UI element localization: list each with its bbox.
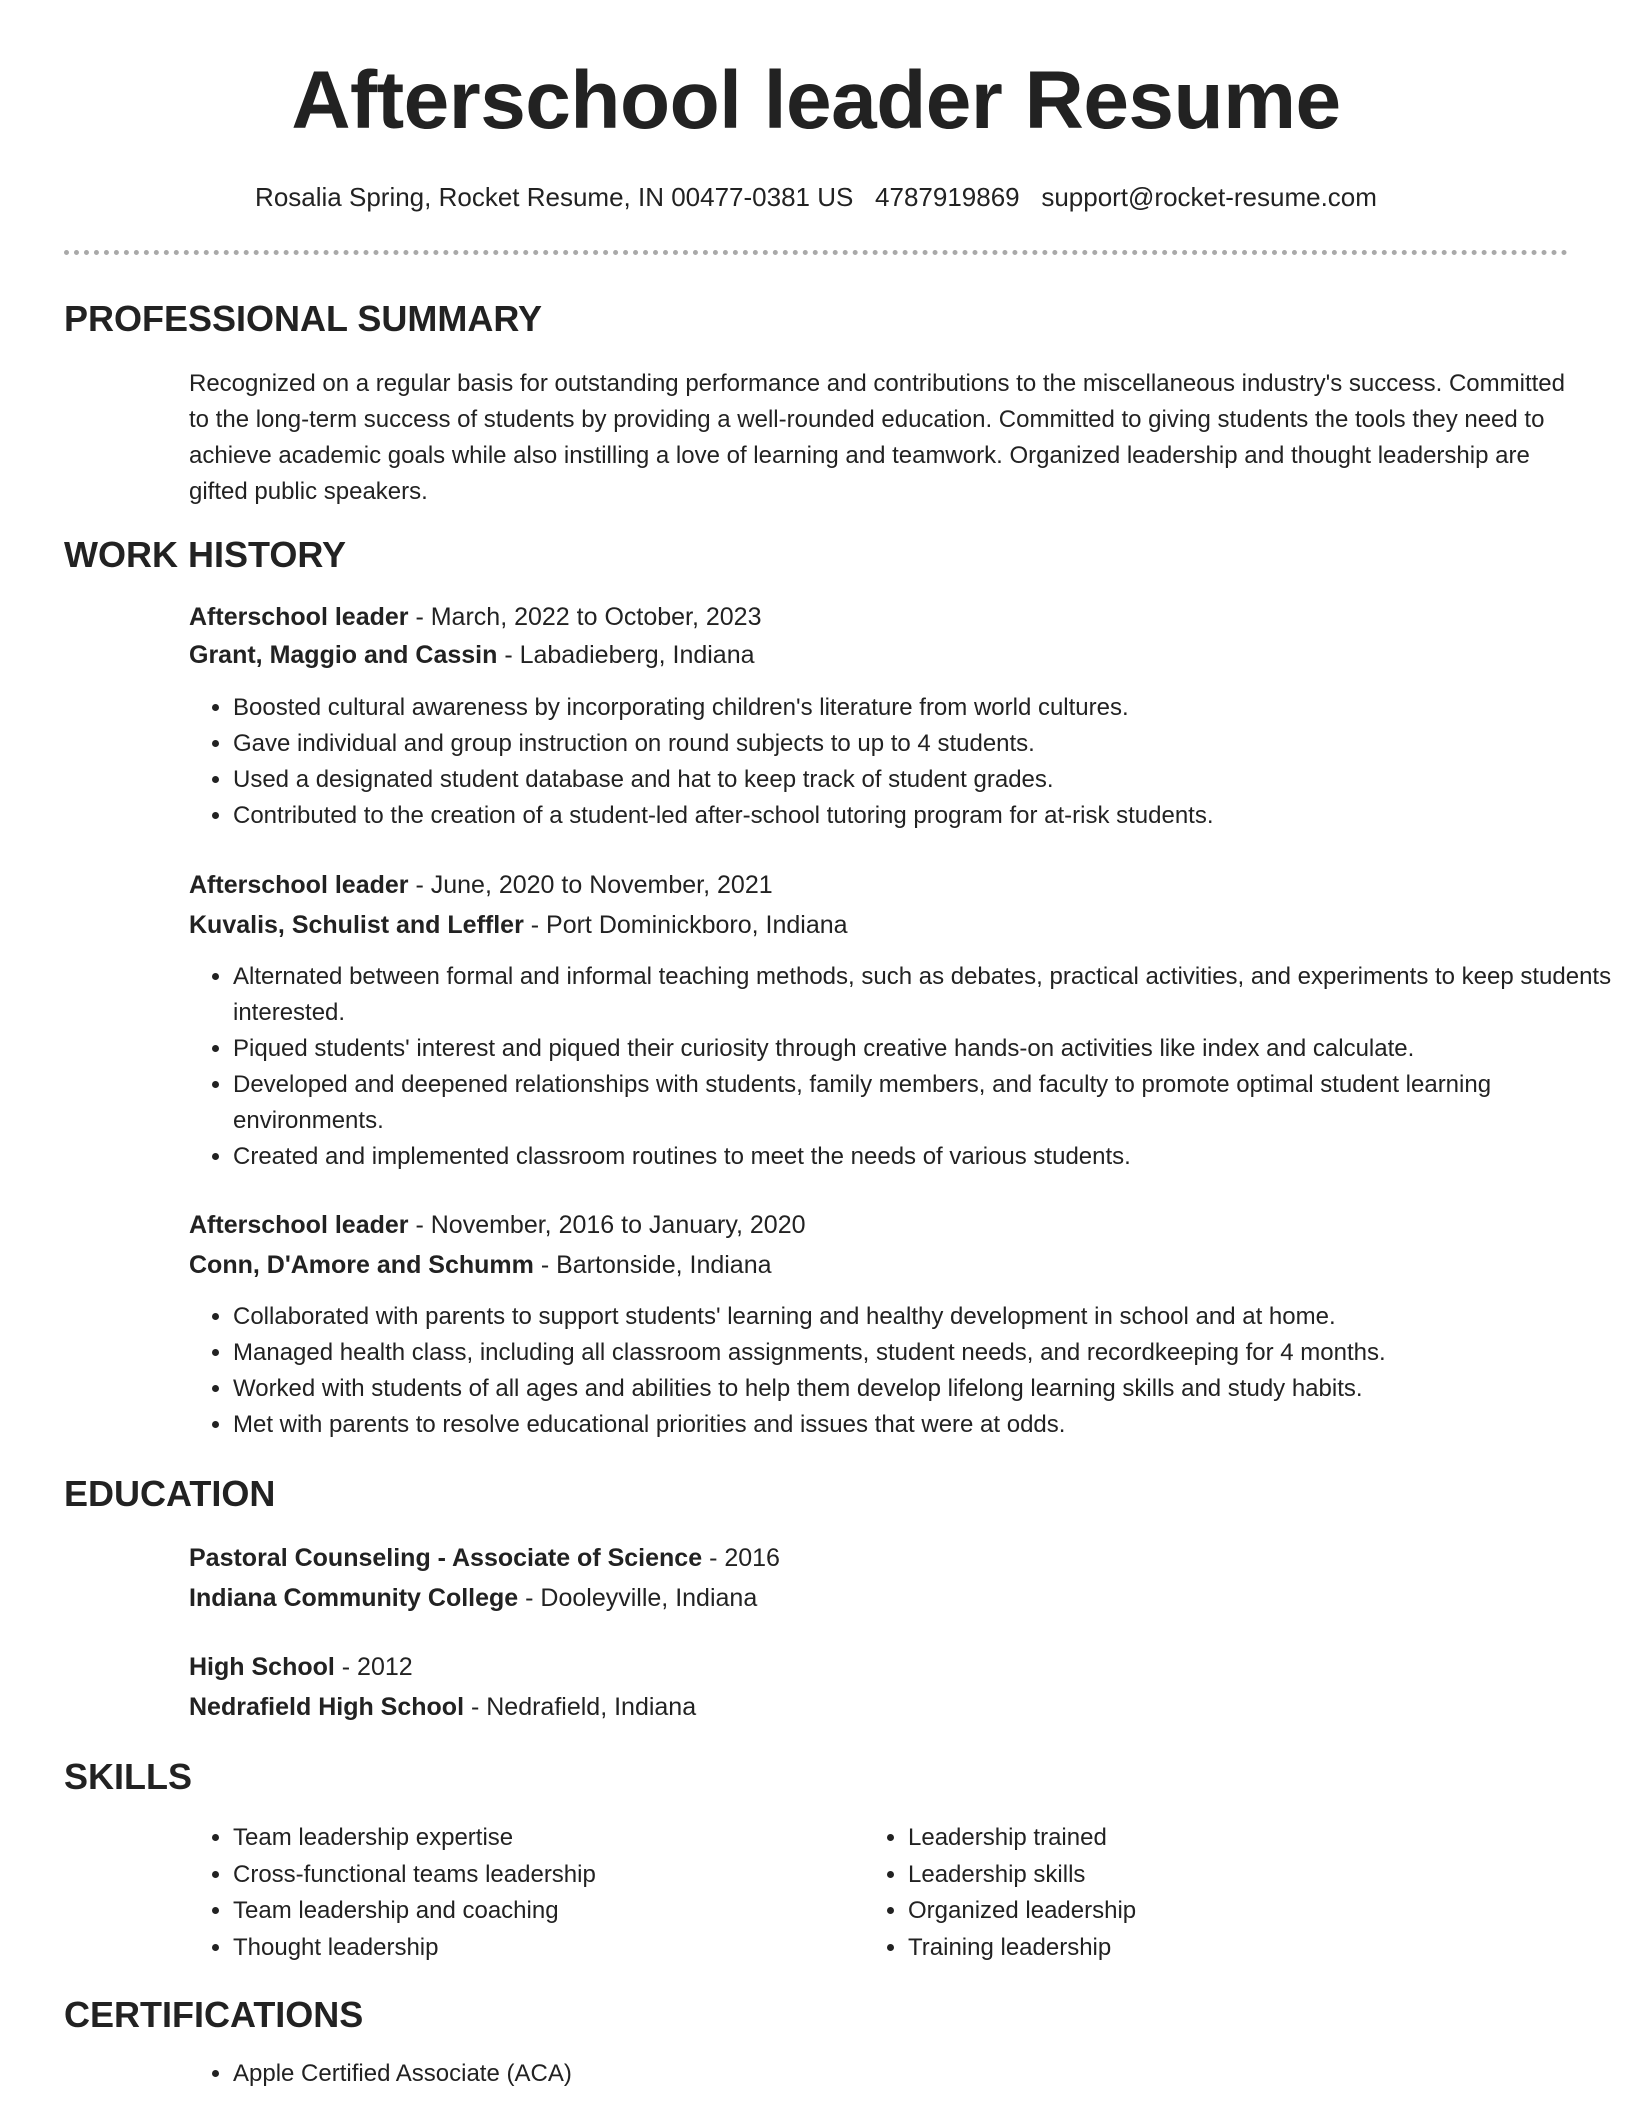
contact-address: Rosalia Spring, Rocket Resume, IN 00477-0381 US [255, 182, 854, 212]
job-bullets [189, 690, 1613, 834]
education-location: - Dooleyville, Indiana [518, 1584, 758, 1612]
job-employer-line [189, 640, 755, 670]
education-year: - 2016 [702, 1544, 780, 1572]
education-location: - Nedrafield, Indiana [464, 1693, 697, 1721]
job-employer-line [189, 1250, 772, 1280]
job-bullet: • Gave individual and group instruction on round subjects to up to 4 students. [233, 726, 1613, 762]
resume-title: Afterschool leader Resume [291, 55, 1341, 146]
skill-item: • Organized leadership [908, 1893, 1528, 1930]
skills-list-left [189, 1820, 853, 1966]
job-bullet: • Boosted cultural awareness by incorporating children's literature from world cultures. [233, 690, 1613, 726]
education-school-line [189, 1692, 696, 1722]
skill-item: • Training leadership [908, 1930, 1528, 1967]
job-title-line [189, 870, 773, 900]
section-title-education: EDUCATION [64, 1473, 276, 1514]
job-bullet: • Contributed to the creation of a student-led after-school tutoring program for at-risk students. [233, 798, 1613, 834]
job-bullet: • Created and implemented classroom routines to meet the needs of various students. [233, 1139, 1613, 1175]
job-title-line [189, 1210, 806, 1240]
skill-item: • Leadership trained [908, 1820, 1528, 1857]
skills-list-right [864, 1820, 1528, 1966]
job-bullet: • Collaborated with parents to support students' learning and healthy development in school and at home. [233, 1299, 1613, 1335]
job-title: Afterschool leader [189, 871, 409, 899]
job-dates: - March, 2022 to October, 2023 [408, 603, 762, 631]
job-dates: - June, 2020 to November, 2021 [408, 871, 773, 899]
section-title-certifications: CERTIFICATIONS [64, 1994, 364, 2035]
job-bullets [189, 959, 1613, 1175]
job-bullet: • Piqued students' interest and piqued their curiosity through creative hands-on activities like index and calculate. [233, 1031, 1613, 1067]
contact-phone: 4787919869 [875, 182, 1020, 212]
job-bullet: • Used a designated student database and hat to keep track of student grades. [233, 762, 1613, 798]
certification-item: • Apple Certified Associate (ACA) [233, 2056, 1613, 2092]
section-title-work-history: WORK HISTORY [64, 534, 347, 575]
section-title-summary: PROFESSIONAL SUMMARY [64, 298, 543, 339]
job-title: Afterschool leader [189, 1211, 409, 1239]
skill-item: • Team leadership and coaching [233, 1893, 853, 1930]
job-company: Grant, Maggio and Cassin [189, 641, 498, 669]
education-degree-line [189, 1543, 780, 1573]
skill-item: • Team leadership expertise [233, 1820, 853, 1857]
job-dates: - November, 2016 to January, 2020 [408, 1211, 806, 1239]
job-location: - Bartonside, Indiana [533, 1251, 772, 1279]
job-bullet: • Alternated between formal and informal teaching methods, such as debates, practical activities, and experiments to keep students interested. [233, 959, 1613, 1031]
summary-text: Recognized on a regular basis for outstanding performance and contributions to the miscellaneous industry's success. Committed to the long-term success of students by providing a well-rounded education. Committed to giving students the tools they need to achieve academic goals while also instilling a love of learning and teamwork. Organized leadership and thought leadership are gifted public speakers. [189, 370, 1565, 505]
education-year: - 2012 [334, 1653, 413, 1681]
job-title: Afterschool leader [189, 603, 409, 631]
job-bullets [189, 1299, 1613, 1443]
contact-email: support@rocket-resume.com [1041, 182, 1377, 212]
job-location: - Labadieberg, Indiana [497, 641, 755, 669]
job-company: Conn, D'Amore and Schumm [189, 1251, 534, 1279]
certifications-list [189, 2056, 1613, 2092]
job-title-line [189, 602, 762, 632]
education-degree: High School [189, 1653, 335, 1681]
job-location: - Port Dominickboro, Indiana [523, 911, 848, 939]
job-employer-line [189, 910, 848, 940]
education-school: Indiana Community College [189, 1584, 519, 1612]
section-title-skills: SKILLS [64, 1756, 193, 1797]
education-school-line [189, 1583, 757, 1613]
job-bullet: • Worked with students of all ages and abilities to help them develop lifelong learning skills and study habits. [233, 1371, 1613, 1407]
education-degree-line [189, 1652, 413, 1682]
contact-line [0, 182, 1632, 213]
job-company: Kuvalis, Schulist and Leffler [189, 911, 524, 939]
skill-item: • Thought leadership [233, 1930, 853, 1967]
skill-item: • Cross-functional teams leadership [233, 1857, 853, 1894]
header-divider [64, 250, 1568, 255]
job-bullet: • Met with parents to resolve educational priorities and issues that were at odds. [233, 1407, 1613, 1443]
job-bullet: • Developed and deepened relationships with students, family members, and faculty to promote optimal student learning environments. [233, 1067, 1613, 1139]
education-school: Nedrafield High School [189, 1693, 465, 1721]
job-bullet: • Managed health class, including all classroom assignments, student needs, and recordkeeping for 4 months. [233, 1335, 1613, 1371]
skill-item: • Leadership skills [908, 1857, 1528, 1894]
education-degree: Pastoral Counseling - Associate of Science [189, 1544, 703, 1572]
